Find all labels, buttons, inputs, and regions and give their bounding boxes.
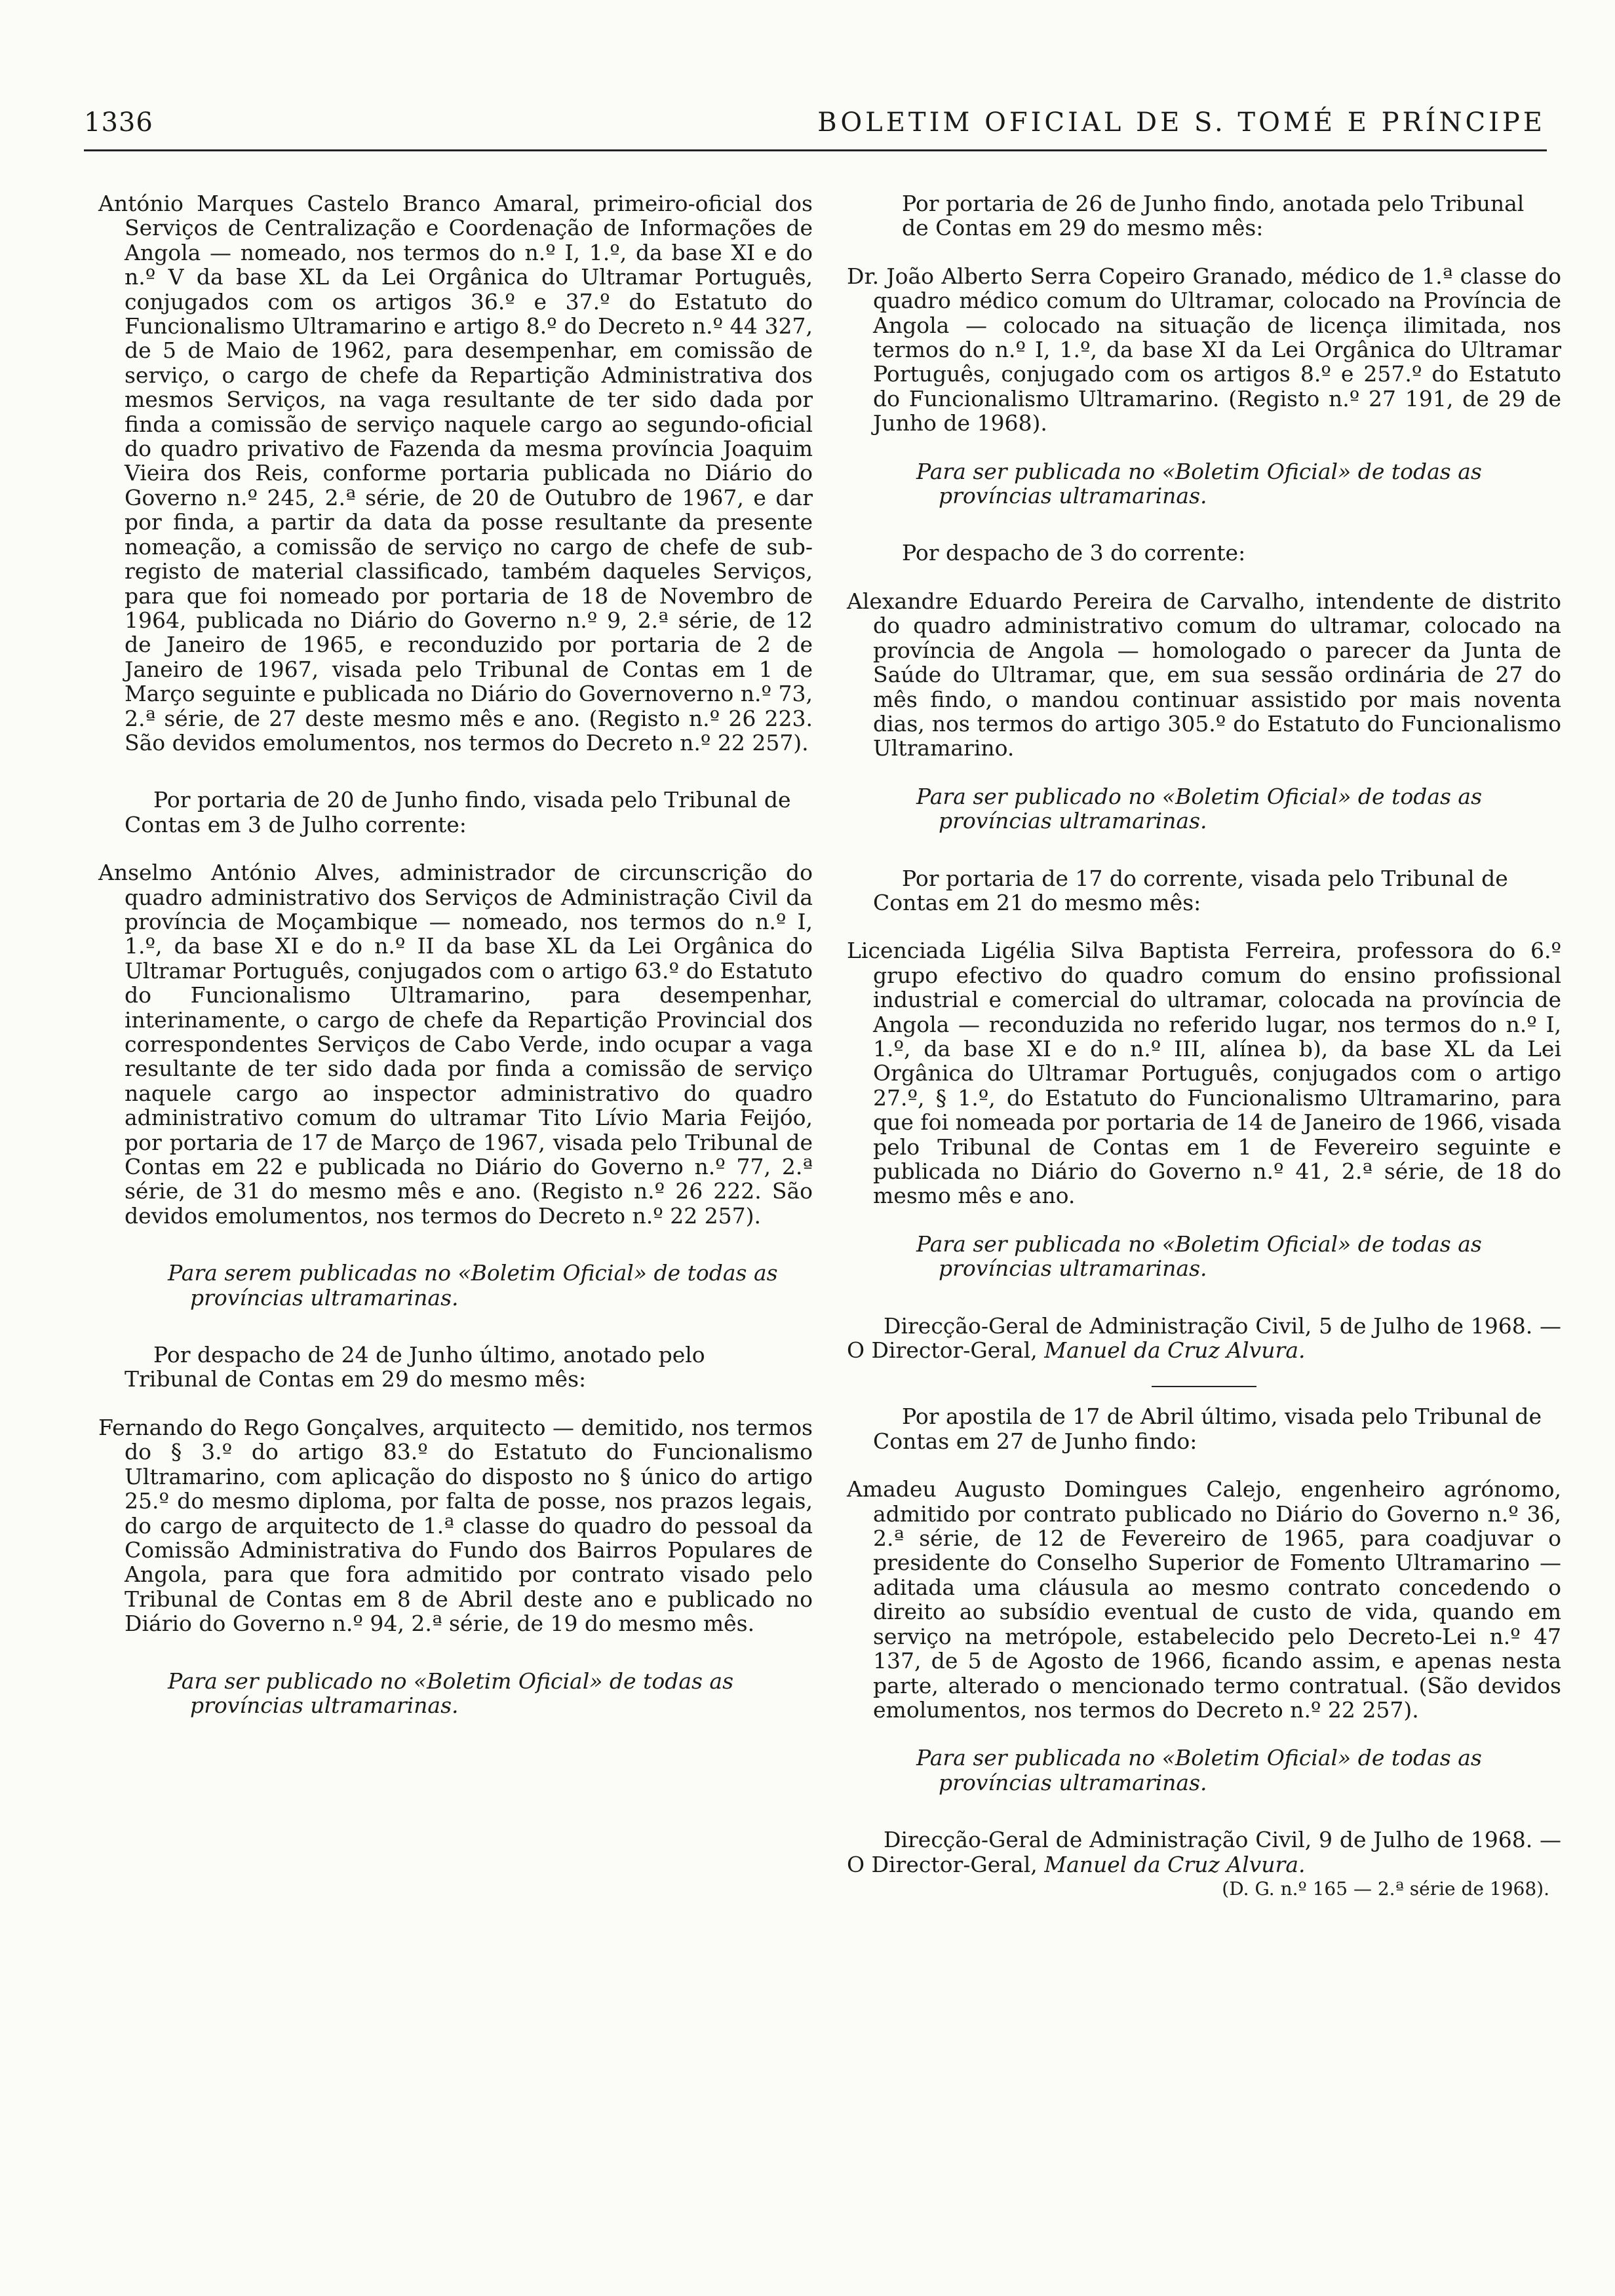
intro-despacho-24-junho: Por despacho de 24 de Junho último, anotado pelo Tribunal de Contas em 29 do mesmo mês:	[125, 1342, 705, 1392]
intro-portaria-20-junho: Por portaria de 20 de Junho findo, visada pelo Tribunal de Contas em 3 de Julho corrente:	[125, 787, 791, 837]
page-number: 1336	[84, 107, 153, 138]
note-publish-r1: Para ser publicada no «Boletim Oficial» de todas as províncias ultramarinas.	[916, 458, 1482, 509]
entry-granado: Dr. João Alberto Serra Copeiro Granado, médico de 1.ª classe do quadro médico comum do Ultramar, colocado na Província de Angola — colocado na situação de licença ilimitada, nos termos do n.º I, 1.º, da base XI da Lei Orgânica do Ultramar Português, conjugado com os artigos 8.º e 257.º do Estatuto do Funcionalismo Ultramarino. (Registo n.º 27 191, de 29 de Junho de 1968).	[847, 263, 1561, 436]
intro-despacho-3: Por despacho de 3 do corrente:	[902, 540, 1246, 566]
page-header	[84, 107, 1546, 147]
section-separator	[1152, 1386, 1256, 1387]
right-column	[847, 191, 1561, 1901]
source-reference: (D. G. n.º 165 — 2.ª série de 1968).	[1222, 1877, 1549, 1900]
entry-carvalho: Alexandre Eduardo Pereira de Carvalho, intendente de distrito do quadro administrativo comum do ultramar, colocado na província de Angola — homologado o parecer da Junta de Saúde do Ultramar, que, em sua sessão ordinária de 27 do mês findo, o mandou continuar assistido por mais noventa dias, nos termos do artigo 305.º do Estatuto do Funcionalismo Ultramarino.	[847, 588, 1561, 761]
intro-portaria-26-junho: Por portaria de 26 de Junho findo, anotada pelo Tribunal de Contas em 29 do mesmo mês:	[902, 191, 1525, 241]
signature-1-name: Manuel da Cruz Alvura.	[1044, 1337, 1306, 1364]
signature-block-2	[847, 1827, 1561, 1877]
entry-calejo: Amadeu Augusto Domingues Calejo, engenheiro agrónomo, admitido por contrato publicado no Diário do Governo n.º 36, 2.ª série, de 12 de Fevereiro de 1965, para coadjuvar o presidente do Conselho Superior de Fomento Ultramarino — aditada uma cláusula ao mesmo contrato concedendo o direito ao subsídio eventual de custo de vida, quando em serviço na metrópole, estabelecido pelo Decreto-Lei n.º 47 137, de 5 de Agosto de 1966, ficando assim, e apenas nesta parte, alterado o mencionado termo contratual. (São devidos emolumentos, nos termos do Decreto n.º 22 257).	[847, 1476, 1561, 1723]
note-publish-r2: Para ser publicado no «Boletim Oficial» de todas as províncias ultramarinas.	[916, 783, 1483, 834]
signature-1-text: Direcção-Geral de Administração Civil, 5 de Julho de 1968. — O Director-Geral,	[847, 1312, 1561, 1364]
signature-2-text: Direcção-Geral de Administração Civil, 9 de Julho de 1968. — O Director-Geral,	[847, 1827, 1561, 1877]
signature-block-1	[847, 1314, 1561, 1363]
running-title: BOLETIM OFICIAL DE S. TOMÉ E PRÍNCIPE	[817, 107, 1546, 138]
entry-goncalves: Fernando do Rego Gonçalves, arquitecto — demitido, nos termos do § 3.º do artigo 83.º do Estatuto do Funcionalismo Ultramarino, com aplicação do disposto no § único do artigo 25.º do mesmo diploma, por falta de posse, nos prazos legais, do cargo de arquitecto de 1.ª classe do quadro do pessoal da Comissão Administrativa do Fundo dos Bairros Populares de Angola, para que fora admitido por contrato visado pelo Tribunal de Contas em 8 de Abril deste ano e publicado no Diário do Governo n.º 94, 2.ª série, de 19 do mesmo mês.	[98, 1414, 813, 1637]
entry-ferreira: Licenciada Ligélia Silva Baptista Ferreira, professora do 6.º grupo efectivo do quadro comum do ensino profissional industrial e comercial do ultramar, colocada na província de Angola — reconduzida no referido lugar, nos termos do n.º I, 1.º, da base XI e do n.º III, alínea b), da base XL da Lei Orgânica do Ultramar Português, conjugados com o artigo 27.º, § 1.º, do Estatuto do Funcionalismo Ultramarino, para que foi nomeada por portaria de 14 de Janeiro de 1966, visada pelo Tribunal de Contas em 1 de Fevereiro seguinte e publicada no Diário do Governo n.º 41, 2.ª série, de 18 do mesmo mês e ano.	[847, 938, 1561, 1209]
intro-portaria-17: Por portaria de 17 do corrente, visada pelo Tribunal de Contas em 21 do mesmo mês:	[873, 865, 1508, 915]
note-publish-2: Para serem publicadas no «Boletim Oficial» de todas as províncias ultramarinas.	[168, 1260, 778, 1311]
left-column	[98, 191, 813, 1717]
note-publish-r4: Para ser publicada no «Boletim Oficial» de todas as províncias ultramarinas.	[916, 1745, 1482, 1795]
note-publish-r3: Para ser publicada no «Boletim Oficial» de todas as províncias ultramarinas.	[916, 1231, 1482, 1282]
intro-apostila-17-abril: Por apostila de 17 de Abril último, visada pelo Tribunal de Contas em 27 de Junho findo:	[873, 1404, 1542, 1454]
note-publish-3: Para ser publicado no «Boletim Oficial» de todas as províncias ultramarinas.	[168, 1668, 734, 1718]
entry-alves: Anselmo António Alves, administrador de circunscrição do quadro administrativo dos Serviços de Administração Civil da província de Moçambique — nomeado, nos termos do n.º I, 1.º, da base XI e do n.º II da base XL da Lei Orgânica do Ultramar Português, conjugados com o artigo 63.º do Estatuto do Funcionalismo Ultramarino, para desempenhar, interinamente, o cargo de chefe da Repartição Provincial dos correspondentes Serviços de Cabo Verde, indo ocupar a vaga resultante de ter sido dada por finda a comissão de serviço naquele cargo ao inspector administrativo do quadro administrativo comum do ultramar Tito Lívio Maria Feijóo, por portaria de 17 de Março de 1967, visada pelo Tribunal de Contas em 22 e publicada no Diário do Governo n.º 77, 2.ª série, de 31 do mesmo mês e ano. (Registo n.º 26 222. São devidos emolumentos, nos termos do Decreto n.º 22 257).	[98, 860, 813, 1229]
header-rule	[84, 149, 1547, 151]
signature-2-name: Manuel da Cruz Alvura.	[1044, 1851, 1306, 1877]
entry-amaral: António Marques Castelo Branco Amaral, primeiro-oficial dos Serviços de Centralização e Coordenação de Informações de Angola — nomeado, nos termos do n.º I, 1.º, da base XI e do n.º V da base XL da Lei Orgânica do Ultramar Português, conjugados com os artigos 36.º e 37.º do Estatuto do Funcionalismo Ultramarino e artigo 8.º do Decreto n.º 44 327, de 5 de Maio de 1962, para desempenhar, em comissão de serviço, o cargo de chefe da Repartição Administrativa dos mesmos Serviços, na vaga resultante de ter sido dada por finda a comissão de serviço naquele cargo ao segundo-oficial do quadro privativo de Fazenda da mesma província Joaquim Vieira dos Reis, conforme portaria publicada no Diário do Governo n.º 245, 2.ª série, de 20 de Outubro de 1967, e dar por finda, a partir da data da posse resultante da presente nomeação, a comissão de serviço no cargo de chefe de sub-registo de material classificado, também daqueles Serviços, para que foi nomeado por portaria de 18 de Novembro de 1964, publicada no Diário do Governo n.º 9, 2.ª série, de 12 de Janeiro de 1965, e reconduzido por portaria de 2 de Janeiro de 1967, visada pelo Tribunal de Contas em 1 de Março seguinte e publicada no Diário do Governoverno n.º 73, 2.ª série, de 27 deste mesmo mês e ano. (Registo n.º 26 223. São devidos emolumentos, nos termos do Decreto n.º 22 257).	[98, 191, 813, 756]
